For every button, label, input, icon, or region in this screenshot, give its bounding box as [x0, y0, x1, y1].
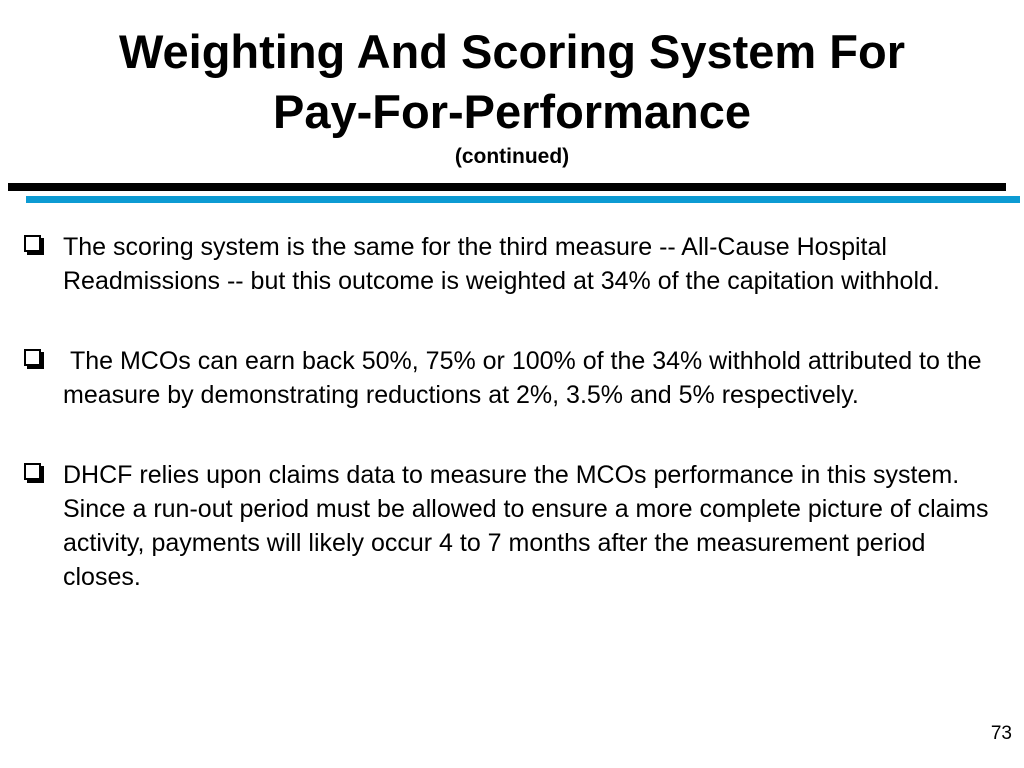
divider-blue — [26, 196, 1020, 203]
bullet-item — [22, 458, 1002, 594]
bullet-list — [22, 230, 1002, 640]
bullet-item — [22, 344, 1002, 412]
slide-subtitle: (continued) — [454, 145, 570, 168]
bullet-text: The scoring system is the same for the third measure -- All-Cause Hospital Readmissions -- but this outcome is weighted at 34% of the capitation withhold. — [63, 233, 940, 295]
title-line-1: Weighting And Scoring System For — [119, 25, 905, 78]
hollow-square-bullet-icon — [24, 349, 41, 366]
slide-title — [0, 22, 1024, 142]
page-number: 73 — [990, 723, 1012, 744]
bullet-text: DHCF relies upon claims data to measure the MCOs performance in this system. Since a run-out period must be allowed to ensure a more complete picture of claims activity, payments will likely occur 4 to 7 months after the measurement period closes. — [63, 461, 996, 591]
bullet-text: The MCOs can earn back 50%, 75% or 100% of the 34% withhold attributed to the measure by demonstrating reductions at 2%, 3.5% and 5% respectively. — [63, 347, 989, 409]
title-line-2: Pay-For-Performance — [273, 85, 751, 138]
divider-black — [8, 183, 1006, 191]
hollow-square-bullet-icon — [24, 235, 41, 252]
hollow-square-bullet-icon — [24, 463, 41, 480]
bullet-item — [22, 230, 1002, 298]
